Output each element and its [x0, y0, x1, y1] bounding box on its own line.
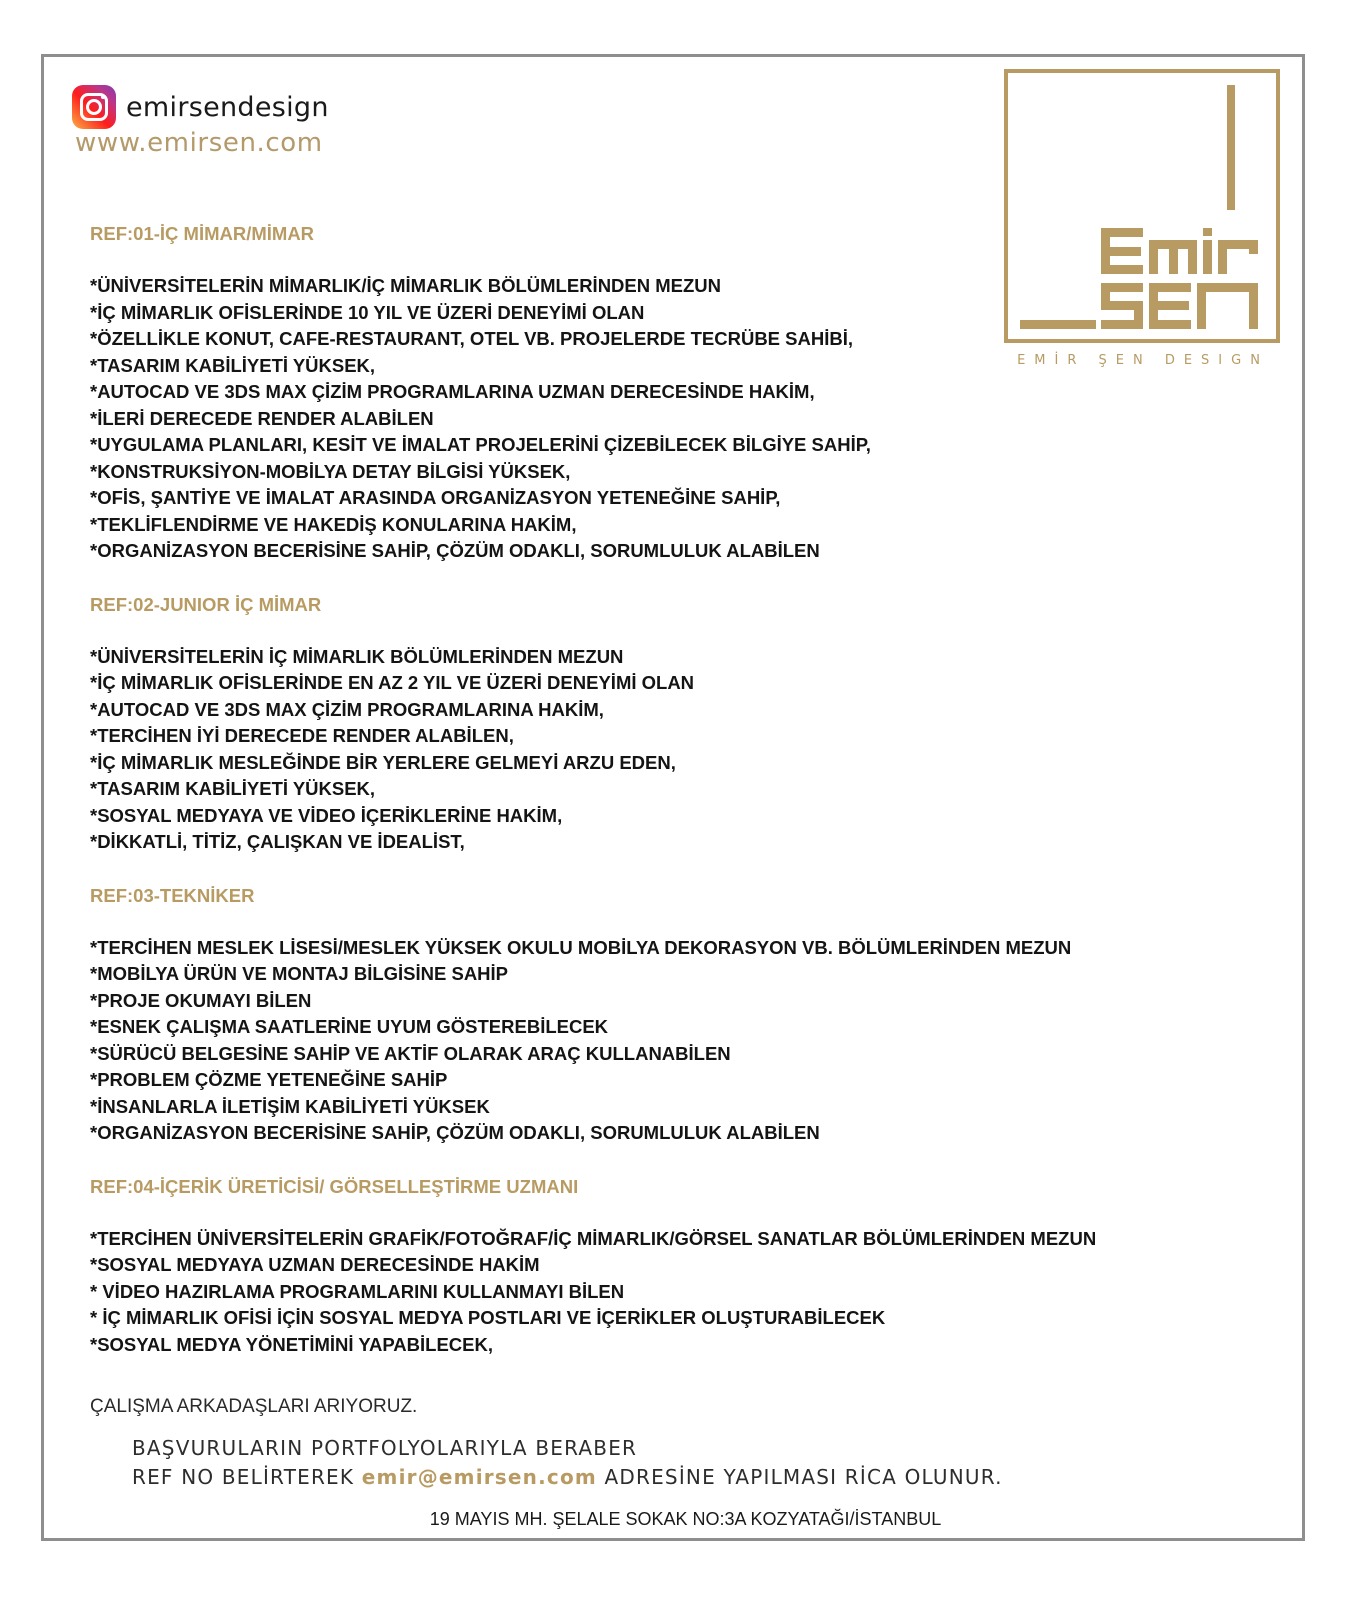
requirement-item: *UYGULAMA PLANLARI, KESİT VE İMALAT PROJELERİNİ ÇİZEBİLECEK BİLGİYE SAHİP, — [90, 434, 871, 455]
section-title: REF:04-İÇERİK ÜRETİCİSİ/ GÖRSELLEŞTİRME UZMANI — [90, 1175, 579, 1197]
requirement-item: *PROBLEM ÇÖZME YETENEĞİNE SAHİP — [90, 1069, 448, 1090]
requirement-item: *ORGANİZASYON BECERİSİNE SAHİP, ÇÖZÜM ODAKLI, SORUMLULUK ALABİLEN — [90, 1122, 820, 1143]
requirement-item: *İÇ MİMARLIK OFİSLERİNDE 10 YIL VE ÜZERİ DENEYİMİ OLAN — [90, 301, 645, 323]
requirement-item: *SOSYAL MEDYA YÖNETİMİNİ YAPABİLECEK, — [90, 1333, 493, 1355]
section-ref01 — [90, 220, 1250, 565]
instagram-handle[interactable]: emirsendesign — [126, 91, 329, 123]
requirement-item: *ÖZELLİKLE KONUT, CAFE-RESTAURANT, OTEL VB. PROJELERDE TECRÜBE SAHİBİ, — [90, 328, 853, 349]
requirement-item: *ÜNİVERSİTELERİN MİMARLIK/İÇ MİMARLIK BÖLÜMLERİNDEN MEZUN — [90, 275, 722, 296]
requirement-item: *İÇ MİMARLIK MESLEĞİNDE BİR YERLERE GELMEYİ ARZU EDEN, — [90, 751, 676, 773]
requirement-item: *SOSYAL MEDYAYA VE VİDEO İÇERİKLERİNE HAKİM, — [90, 804, 563, 826]
requirement-item: *TEKLİFLENDİRME VE HAKEDİŞ KONULARINA HAKİM, — [90, 513, 577, 535]
apply-line-1: BAŞVURULARIN PORTFOLYOLARIYLA BERABER — [132, 1436, 638, 1460]
requirement-item: *KONSTRUKSİYON-MOBİLYA DETAY BİLGİSİ YÜKSEK, — [90, 460, 571, 482]
requirement-item: *SOSYAL MEDYAYA UZMAN DERECESİNDE HAKİM — [90, 1254, 540, 1275]
logo-tagline: EMİR ŞEN DESIGN — [1017, 353, 1269, 368]
requirement-item: *TERCİHEN ÜNİVERSİTELERİN GRAFİK/FOTOĞRAF/İÇ MİMARLIK/GÖRSEL SANATLAR BÖLÜMLERİNDEN MEZUN — [90, 1227, 1097, 1249]
requirement-item: *MOBİLYA ÜRÜN VE MONTAJ BİLGİSİNE SAHİP — [90, 963, 509, 984]
requirement-item: *TASARIM KABİLİYETİ YÜKSEK, — [90, 354, 376, 376]
section-title: REF:01-İÇ MİMAR/MİMAR — [90, 223, 315, 244]
requirement-item: *ORGANİZASYON BECERİSİNE SAHİP, ÇÖZÜM ODAKLI, SORUMLULUK ALABİLEN — [90, 540, 820, 561]
email-link[interactable]: emir@emirsen.com — [361, 1465, 597, 1489]
requirement-item: * İÇ MİMARLIK OFİSİ İÇİN SOSYAL MEDYA POSTLARI VE İÇERİKLER OLUŞTURABİLECEK — [90, 1307, 886, 1328]
section-title: REF:03-TEKNİKER — [90, 884, 255, 906]
requirement-item: *İNSANLARLA İLETİŞİM KABİLİYETİ YÜKSEK — [90, 1095, 490, 1117]
section-ref03 — [90, 882, 1250, 1147]
office-address: 19 MAYIS MH. ŞELALE SOKAK NO:3A KOZYATAĞI/İSTANBUL — [429, 1509, 942, 1529]
requirement-item: * VİDEO HAZIRLAMA PROGRAMLARINI KULLANMAYI BİLEN — [90, 1280, 625, 1302]
requirement-item: *OFİS, ŞANTİYE VE İMALAT ARASINDA ORGANİZASYON YETENEĞİNE SAHİP, — [90, 487, 781, 508]
requirement-item: *TERCİHEN MESLEK LİSESİ/MESLEK YÜKSEK OKULU MOBİLYA DEKORASYON VB. BÖLÜMLERİNDEN MEZUN — [90, 936, 1072, 958]
requirement-item: *SÜRÜCÜ BELGESİNE SAHİP VE AKTİF OLARAK ARAÇ KULLANABİLEN — [90, 1042, 731, 1064]
job-listings — [90, 220, 1250, 1358]
requirement-item: *ÜNİVERSİTELERİN İÇ MİMARLIK BÖLÜMLERİNDEN MEZUN — [90, 645, 624, 667]
closing-text: ÇALIŞMA ARKADAŞLARI ARIYORUZ. — [90, 1396, 418, 1417]
instagram-icon[interactable] — [72, 85, 116, 129]
requirement-item: *DİKKATLİ, TİTİZ, ÇALIŞKAN VE İDEALİST, — [90, 831, 465, 852]
requirement-item: *PROJE OKUMAYI BİLEN — [90, 989, 312, 1011]
apply-suffix: ADRESİNE YAPILMASI RİCA OLUNUR. — [596, 1465, 1003, 1489]
requirement-item: *AUTOCAD VE 3DS MAX ÇİZİM PROGRAMLARINA HAKİM, — [90, 698, 604, 720]
instagram-row[interactable] — [72, 84, 329, 130]
requirement-item: *İLERİ DERECEDE RENDER ALABİLEN — [90, 407, 434, 429]
requirement-item: *AUTOCAD VE 3DS MAX ÇİZİM PROGRAMLARINA UZMAN DERECESİNDE HAKİM, — [90, 381, 815, 402]
requirement-item: *ESNEK ÇALIŞMA SAATLERİNE UYUM GÖSTEREBİLECEK — [90, 1016, 609, 1037]
application-instructions — [132, 1434, 1003, 1492]
requirement-item: *TERCİHEN İYİ DERECEDE RENDER ALABİLEN, — [90, 725, 514, 746]
apply-line-2 — [132, 1463, 1003, 1492]
section-ref04 — [90, 1173, 1250, 1359]
website-link[interactable]: www.emirsen.com — [75, 128, 323, 158]
apply-prefix: REF NO BELİRTEREK — [132, 1465, 362, 1489]
requirement-item: *TASARIM KABİLİYETİ YÜKSEK, — [90, 778, 376, 799]
requirement-item: *İÇ MİMARLIK OFİSLERİNDE EN AZ 2 YIL VE ÜZERİ DENEYİMİ OLAN — [90, 672, 695, 693]
section-ref02 — [90, 591, 1250, 856]
section-title: REF:02-JUNIOR İÇ MİMAR — [90, 593, 322, 615]
